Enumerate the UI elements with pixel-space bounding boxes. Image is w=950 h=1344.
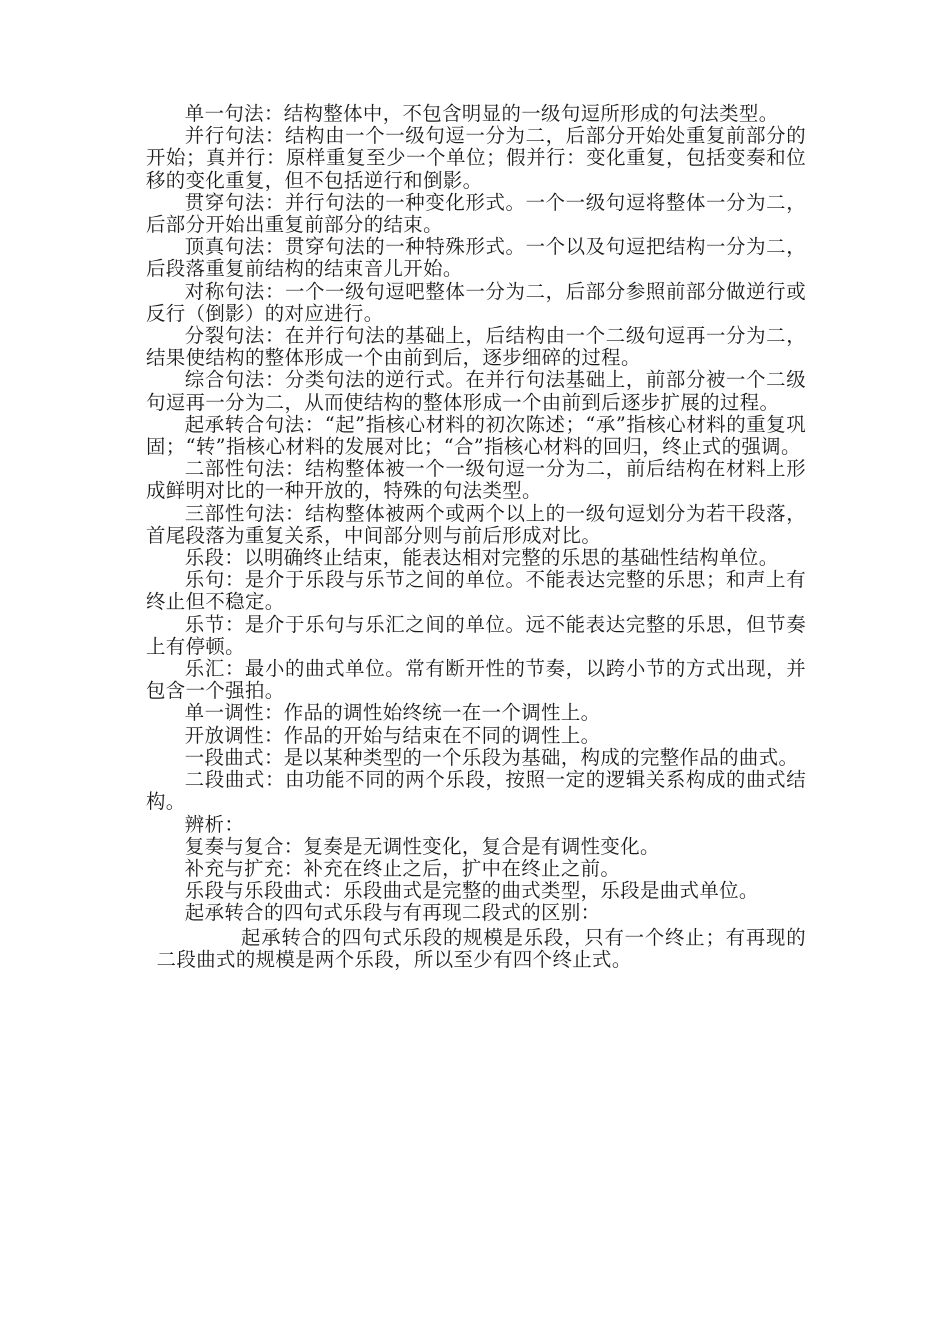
paragraph-repeat-vs-compound: 复奏与复合：复奏是无调性变化，复合是有调性变化。 <box>184 834 660 858</box>
paragraph-ternary-phrase: 三部性句法：结构整体被两个或两个以上的一级句逗划分为若干段落，首尾段落为重复关系，中间部分则与前后形成对比。 <box>146 501 806 547</box>
paragraph-subphrase: 乐节：是介于乐句与乐汇之间的单位。远不能表达完整的乐思，但节奏上有停顿。 <box>146 612 806 658</box>
paragraph-motive: 乐汇：最小的曲式单位。常有断开性的节奏，以跨小节的方式出现，并包含一个强拍。 <box>146 657 806 703</box>
paragraph-period-vs-period-form: 乐段与乐段曲式：乐段曲式是完整的曲式类型，乐段是曲式单位。 <box>184 879 759 903</box>
paragraph-period: 乐段：以明确终止结束，能表达相对完整的乐思的基础性结构单位。 <box>184 546 779 570</box>
paragraph-final-explanation: 起承转合的四句式乐段的规模是乐段，只有一个终止；有再现的二段曲式的规模是两个乐段，所以至少有四个终止式。 <box>156 925 806 971</box>
paragraph-two-part-form: 二段曲式：由功能不同的两个乐段，按照一定的逻辑关系构成的曲式结构。 <box>146 768 806 814</box>
paragraph-four-phrase-vs-reprise: 起承转合的四句式乐段与有再现二段式的区别： <box>184 901 601 925</box>
paragraph-one-part-form: 一段曲式：是以某种类型的一个乐段为基础，构成的完整作品的曲式。 <box>184 745 799 769</box>
paragraph-synthetic-phrase: 综合句法：分类句法的逆行式。在并行句法基础上，前部分被一个二级句逗再一分为二，从而使结构的整体形成一个由前到后逐步扩展的过程。 <box>146 368 806 414</box>
paragraph-qi-cheng-zhuan-he: 起承转合句法：“起”指核心材料的初次陈述；“承”指核心材料的重复巩固；“转”指核心材料的发展对比；“合”指核心材料的回归，终止式的强调。 <box>146 412 806 459</box>
paragraph-single-tonality: 单一调性：作品的调性始终统一在一个调性上。 <box>184 701 601 725</box>
paragraph-binary-phrase: 二部性句法：结构整体被一个一级句逗一分为二，前后结构在材料上形成鲜明对比的一种开放的，特殊的句法类型。 <box>146 457 806 503</box>
paragraph-split-phrase: 分裂句法：在并行句法的基础上，后结构由一个二级句逗再一分为二，结果使结构的整体形成一个由前到后，逐步细碎的过程。 <box>146 324 806 370</box>
paragraph-open-tonality: 开放调性：作品的开始与结束在不同的调性上。 <box>184 723 601 747</box>
paragraph-supplement-vs-extension: 补充与扩充：补充在终止之后，扩中在终止之前。 <box>184 856 621 880</box>
paragraph-phrase: 乐句：是介于乐段与乐节之间的单位。不能表达完整的乐思；和声上有终止但不稳定。 <box>146 568 806 614</box>
paragraph-analysis-heading: 辨析： <box>184 812 245 836</box>
paragraph-symmetric-phrase: 对称句法：一个一级句逗吧整体一分为二，后部分参照前部分做逆行或反行（倒影）的对应进行。 <box>146 279 806 325</box>
paragraph-through-phrase: 贯穿句法：并行句法的一种变化形式。一个一级句逗将整体一分为二，后部分开始出重复前部分的结束。 <box>146 190 806 237</box>
paragraph-parallel-phrase: 并行句法：结构由一个一级句逗一分为二，后部分开始处重复前部分的开始；真并行：原样重复至少一个单位；假并行：变化重复，包括变奏和位移的变化重复，但不包括逆行和倒影。 <box>146 124 806 192</box>
paragraph-single-phrase: 单一句法：结构整体中，不包含明显的一级句逗所形成的句法类型。 <box>184 102 779 125</box>
document-body <box>146 103 806 971</box>
paragraph-anadiplosis-phrase: 顶真句法：贯穿句法的一种特殊形式。一个以及句逗把结构一分为二，后段落重复前结构的结束音儿开始。 <box>146 235 806 281</box>
